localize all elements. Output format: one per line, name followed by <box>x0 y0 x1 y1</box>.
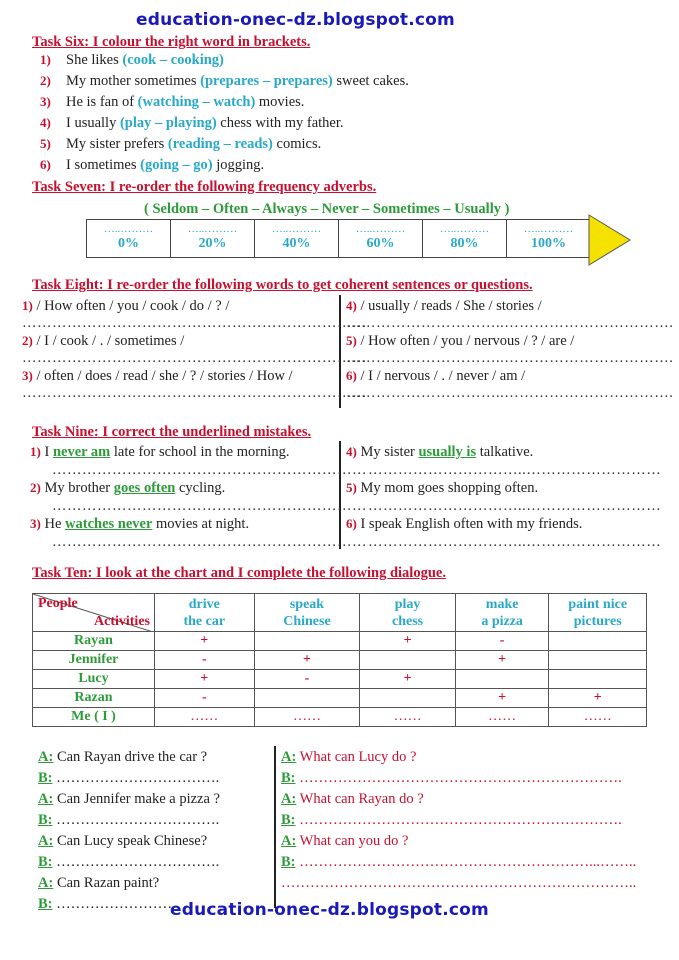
task-nine-divider <box>339 441 341 549</box>
task-nine-item-left <box>30 444 289 461</box>
item-number: 2) <box>30 480 41 495</box>
chart-corner-cell <box>33 594 155 632</box>
item-number: 3) <box>40 94 51 109</box>
column-line-1: drive <box>188 596 220 612</box>
item-options: (watching – watch) <box>137 94 256 110</box>
task-ten-title: Task Ten: I look at the chart and I complete the following dialogue. <box>32 565 446 581</box>
frequency-table <box>86 219 591 258</box>
answer-line: …………………………..……………………… <box>368 534 662 550</box>
task-six-item <box>40 136 321 153</box>
column-line-1: make <box>485 596 519 612</box>
chart-cell <box>549 651 647 670</box>
answer-line: ……………………………………………………… <box>52 462 367 478</box>
task-six-item <box>40 52 224 69</box>
chart-cell: - <box>154 651 254 670</box>
chart-column-header <box>254 594 360 632</box>
dialogue-text: Can Jennifer make a pizza ? <box>53 791 220 807</box>
speaker-label: A: <box>38 791 54 807</box>
speaker-label: A: <box>281 791 297 807</box>
column-line-1: paint nice <box>568 596 628 612</box>
item-text-end: talkative. <box>476 444 534 460</box>
chart-row <box>33 632 647 651</box>
dialogue-text: What can Lucy do ? <box>296 749 417 765</box>
item-text-end: late for school in the morning. <box>110 444 290 460</box>
chart-cell <box>360 651 456 670</box>
person-name: Jennifer <box>33 651 155 670</box>
item-text: He is fan of <box>66 94 138 110</box>
item-text: I speak English often with my friends. <box>356 516 583 532</box>
item-words: / How often / you / nervous / ? / are / <box>356 333 575 349</box>
watermark-bottom: education-onec-dz.blogspot.com <box>170 900 489 920</box>
chart-cell: + <box>360 632 456 651</box>
task-eight-item-right <box>346 333 574 350</box>
underlined-mistake: usually is <box>418 444 477 460</box>
item-number: 1) <box>22 298 33 313</box>
corner-activities-label: Activities <box>94 614 150 629</box>
speaker-label: A: <box>38 875 54 891</box>
item-text: She likes <box>66 52 123 68</box>
dialogue-text: Can Lucy speak Chinese? <box>53 833 208 849</box>
frequency-cell <box>507 220 591 258</box>
dialogue-divider <box>274 746 276 908</box>
frequency-percent: 100% <box>531 236 566 251</box>
chart-column-header <box>154 594 254 632</box>
frequency-blank: …..……… <box>187 223 238 235</box>
speaker-label: B: <box>38 770 53 786</box>
item-number: 6) <box>40 157 51 172</box>
item-number: 4) <box>40 115 51 130</box>
dialogue-line-right <box>281 854 636 871</box>
column-line-1: play <box>394 596 421 612</box>
chart-row <box>33 670 647 689</box>
task-six-item <box>40 157 264 174</box>
frequency-scale <box>86 219 591 258</box>
speaker-label: B: <box>38 854 53 870</box>
frequency-blank: …..……… <box>439 223 490 235</box>
dialogue-line-right <box>281 875 636 892</box>
task-nine-item-left <box>30 516 249 533</box>
chart-row <box>33 689 647 708</box>
chart-cell: + <box>455 651 549 670</box>
person-name: Razan <box>33 689 155 708</box>
person-name: Rayan <box>33 632 155 651</box>
frequency-cell <box>87 220 171 258</box>
answer-line: …………………………..……………………………. <box>346 315 674 331</box>
column-line-2: Chinese <box>283 613 331 629</box>
chart-cell <box>254 632 360 651</box>
frequency-blank: …..……… <box>355 223 406 235</box>
dialogue-text: ……………………………. <box>52 770 220 786</box>
answer-line: …………………………..……………………… <box>368 462 662 478</box>
dialogue-line-left <box>38 896 172 913</box>
chart-cell <box>549 632 647 651</box>
item-text: I sometimes <box>66 157 141 173</box>
chart-column-header <box>455 594 549 632</box>
task-six-item <box>40 115 344 132</box>
chart-cell <box>254 689 360 708</box>
frequency-blank: …..……… <box>103 223 154 235</box>
frequency-blank: …..……… <box>523 223 574 235</box>
dialogue-text: ……………………………. <box>52 812 220 828</box>
chart-row <box>33 708 647 727</box>
arrow-icon <box>588 214 632 266</box>
item-text-end: jogging. <box>212 157 265 173</box>
chart-cell: - <box>154 689 254 708</box>
dialogue-text: Can Rayan drive the car ? <box>53 749 208 765</box>
item-text: My sister prefers <box>66 136 168 152</box>
dialogue-line-right <box>281 749 416 766</box>
item-number: 6) <box>346 516 357 531</box>
dialogue-line-right <box>281 812 622 829</box>
speaker-label: B: <box>281 854 296 870</box>
item-options: (play – playing) <box>119 115 217 131</box>
speaker-label: B: <box>281 770 296 786</box>
answer-line: ……………………………………………………… <box>52 498 367 514</box>
frequency-cell <box>339 220 423 258</box>
speaker-label: B: <box>38 896 53 912</box>
column-line-1: speak <box>289 596 325 612</box>
chart-cell <box>549 670 647 689</box>
corner-people-label: People <box>38 596 78 611</box>
item-text: My sister <box>356 444 419 460</box>
dialogue-text: Can Razan paint? <box>53 875 160 891</box>
item-number: 5) <box>346 480 357 495</box>
frequency-percent: 80% <box>450 236 479 251</box>
item-text-end: chess with my father. <box>216 115 344 131</box>
dialogue-line-left <box>38 749 207 766</box>
item-text: I <box>40 444 53 460</box>
chart-cell: + <box>455 689 549 708</box>
dialogue-text: What can Rayan do ? <box>296 791 424 807</box>
item-text: He <box>40 516 66 532</box>
frequency-percent: 60% <box>366 236 395 251</box>
item-number: 3) <box>30 516 41 531</box>
item-words: / I / nervous / . / never / am / <box>356 368 526 384</box>
task-eight-item-right <box>346 298 542 315</box>
item-number: 6) <box>346 368 357 383</box>
frequency-percent: 40% <box>282 236 311 251</box>
item-number: 1) <box>30 444 41 459</box>
answer-line: …………………………..……………………… <box>368 498 662 514</box>
underlined-mistake: goes often <box>113 480 176 496</box>
item-number: 4) <box>346 298 357 313</box>
frequency-words: ( Seldom – Often – Always – Never – Sometimes – Usually ) <box>144 201 510 217</box>
task-nine-title: Task Nine: I correct the underlined mistakes. <box>32 424 312 440</box>
item-text: My mom goes shopping often. <box>356 480 539 496</box>
item-text-end: comics. <box>272 136 322 152</box>
speaker-label: A: <box>38 749 54 765</box>
item-options: (reading – reads) <box>167 136 273 152</box>
chart-cell: + <box>549 689 647 708</box>
dialogue-text: ……………………………. <box>52 854 220 870</box>
task-eight-item-right <box>346 368 525 385</box>
column-line-2: pictures <box>573 613 622 629</box>
item-words: / I / cook / . / sometimes / <box>32 333 185 349</box>
frequency-cell <box>171 220 255 258</box>
chart-cell: - <box>455 632 549 651</box>
column-line-2: a pizza <box>481 613 523 629</box>
chart-table <box>32 593 647 727</box>
item-options: (cook – cooking) <box>122 52 224 68</box>
chart-cell: …… <box>154 708 254 727</box>
chart-cell: …… <box>360 708 456 727</box>
watermark-top: education-onec-dz.blogspot.com <box>136 10 455 30</box>
item-text-end: movies at night. <box>152 516 250 532</box>
underlined-mistake: watches never <box>65 516 153 532</box>
chart-cell: + <box>154 670 254 689</box>
frequency-percent: 0% <box>118 236 139 251</box>
dialogue-text: ……………………………………………………...…….. <box>295 854 637 870</box>
person-name: Lucy <box>33 670 155 689</box>
item-words: / usually / reads / She / stories / <box>356 298 542 314</box>
answer-line: …………………………………………………………… <box>22 385 367 401</box>
item-words: / often / does / read / she / ? / stories / How / <box>32 368 293 384</box>
dialogue-line-left <box>38 833 207 850</box>
task-six-item <box>40 73 409 90</box>
frequency-blank: …..……… <box>271 223 322 235</box>
speaker-label: B: <box>281 812 296 828</box>
task-six-item <box>40 94 304 111</box>
answer-line: …………………………………………………………… <box>22 350 367 366</box>
speaker-label: A: <box>38 833 54 849</box>
item-text: My brother <box>40 480 114 496</box>
item-text-end: movies. <box>255 94 305 110</box>
item-text: My mother sometimes <box>66 73 201 89</box>
frequency-cell <box>255 220 339 258</box>
person-name: Me ( I ) <box>33 708 155 727</box>
task-eight-item-left <box>22 298 229 315</box>
chart-cell <box>455 670 549 689</box>
chart-cell: + <box>154 632 254 651</box>
dialogue-line-left <box>38 812 219 829</box>
task-nine-item-right <box>346 480 538 497</box>
speaker-label: A: <box>281 749 297 765</box>
item-number: 5) <box>346 333 357 348</box>
answer-line: …………………………..……………………………. <box>346 385 674 401</box>
chart-column-header <box>549 594 647 632</box>
column-line-2: the car <box>183 613 226 629</box>
dialogue-text: …………………… <box>52 896 173 912</box>
dialogue-text: ……………………………………………………………….. <box>281 875 637 891</box>
column-line-2: chess <box>392 613 424 629</box>
frequency-percent: 20% <box>198 236 227 251</box>
item-number: 5) <box>40 136 51 151</box>
task-seven-title: Task Seven: I re-order the following frequency adverbs. <box>32 179 377 195</box>
answer-line: …………………………..……………………………. <box>346 350 674 366</box>
dialogue-line-left <box>38 770 219 787</box>
item-text: I usually <box>66 115 120 131</box>
dialogue-line-right <box>281 770 622 787</box>
task-eight-item-left <box>22 368 293 385</box>
item-number: 4) <box>346 444 357 459</box>
dialogue-text: …………………………………………………………. <box>295 812 622 828</box>
frequency-cell <box>423 220 507 258</box>
dialogue-text: …………………………………………………………. <box>295 770 622 786</box>
dialogue-text: What can you do ? <box>296 833 409 849</box>
task-six-title: Task Six: I colour the right word in brackets. <box>32 34 311 50</box>
item-number: 3) <box>22 368 33 383</box>
task-nine-item-right <box>346 516 582 533</box>
item-words: / How often / you / cook / do / ? / <box>32 298 230 314</box>
chart-cell: …… <box>549 708 647 727</box>
item-text-end: sweet cakes. <box>332 73 409 89</box>
chart-cell: …… <box>455 708 549 727</box>
item-number: 2) <box>22 333 33 348</box>
item-options: (going – go) <box>140 157 213 173</box>
chart-cell: + <box>254 651 360 670</box>
task-eight-title: Task Eight: I re-order the following words to get coherent sentences or questions. <box>32 277 533 293</box>
item-number: 1) <box>40 52 51 67</box>
item-options: (prepares – prepares) <box>200 73 333 89</box>
chart-row <box>33 651 647 670</box>
speaker-label: B: <box>38 812 53 828</box>
speaker-label: A: <box>281 833 297 849</box>
item-number: 2) <box>40 73 51 88</box>
task-eight-item-left <box>22 333 184 350</box>
dialogue-line-left <box>38 875 159 892</box>
dialogue-line-left <box>38 791 220 808</box>
chart-column-header <box>360 594 456 632</box>
activity-chart <box>32 593 647 727</box>
task-nine-item-left <box>30 480 225 497</box>
task-nine-item-right <box>346 444 533 461</box>
chart-cell: + <box>360 670 456 689</box>
dialogue-line-right <box>281 833 408 850</box>
answer-line: ……………………………………………………… <box>52 534 367 550</box>
chart-cell <box>360 689 456 708</box>
dialogue-line-left <box>38 854 219 871</box>
chart-cell: - <box>254 670 360 689</box>
underlined-mistake: never am <box>52 444 111 460</box>
item-text-end: cycling. <box>175 480 226 496</box>
answer-line: …………………………………………………………… <box>22 315 367 331</box>
dialogue-line-right <box>281 791 424 808</box>
chart-cell: …… <box>254 708 360 727</box>
